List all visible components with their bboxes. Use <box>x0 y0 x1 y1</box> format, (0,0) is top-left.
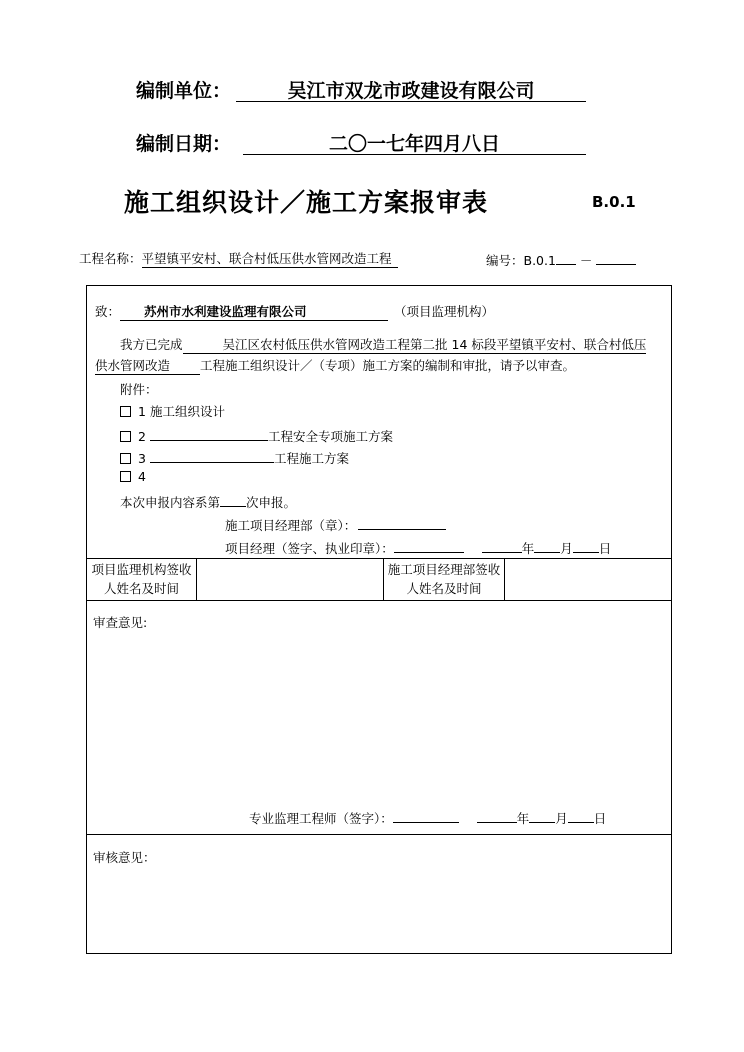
attachment-4: 4 <box>120 469 146 484</box>
form-code: B.0.1 <box>592 193 636 211</box>
completed-line2 <box>95 356 575 375</box>
manager-row: 项目经理（签字、执业印章）： 年 月 日 <box>225 537 611 557</box>
submission-prefix: 本次申报内容系第 <box>120 495 221 510</box>
submission-row <box>120 491 296 511</box>
review-comment-area[interactable] <box>90 632 668 802</box>
project-name-row <box>79 249 398 268</box>
unit-value: 吴江市双龙市政建设有限公司 <box>236 76 586 102</box>
contractor-receipt-field[interactable] <box>505 559 670 600</box>
form-table <box>86 285 672 954</box>
dept-label: 施工项目经理部（章）： <box>225 518 357 533</box>
completed-prefix: 我方已完成 <box>120 337 183 352</box>
checkbox-1[interactable] <box>120 406 131 417</box>
review-label: 审查意见: <box>93 615 148 630</box>
to-value: 苏州市水利建设监理有限公司 <box>120 302 388 321</box>
attachments-label: 附件： <box>120 382 158 397</box>
project-number-dash: － <box>579 253 593 268</box>
project-name-label: 工程名称： <box>79 251 142 266</box>
date-value: 二〇一七年四月八日 <box>243 129 586 155</box>
attachment-3: 3 工程施工方案 <box>120 447 349 467</box>
to-row <box>95 302 494 321</box>
contractor-receipt-label: 施工项目经理部签收 人姓名及时间 <box>387 562 501 596</box>
completed-value-line1: 吴江区农村低压供水管网改造工程第二批 14 标段平望镇平安村、联合村低压 <box>183 335 647 354</box>
submission-suffix: 次申报。 <box>246 495 297 510</box>
checkbox-3[interactable] <box>120 453 131 464</box>
engineer-row: 专业监理工程师（签字）： 年 月 日 <box>249 807 606 827</box>
project-number-label: 编号：B.0.1 <box>486 253 556 268</box>
dept-row <box>225 514 446 534</box>
manager-label: 项目经理（签字、执业印章）： <box>225 541 394 556</box>
completed-suffix: 工程施工组织设计／（专项）施工方案的编制和审批，请予以审查。 <box>200 358 576 373</box>
completed-line1 <box>120 335 646 354</box>
audit-label: 审核意见： <box>93 850 156 865</box>
project-name-value: 平望镇平安村、联合村低压供水管网改造工程 <box>142 249 398 268</box>
completed-value-line2: 供水管网改造 <box>95 356 200 375</box>
project-number <box>486 249 636 269</box>
supervisor-receipt-field[interactable] <box>197 559 383 600</box>
engineer-label: 专业监理工程师（签字）： <box>249 811 393 826</box>
to-suffix: （项目监理机构） <box>394 304 495 319</box>
attachment-1: 1 施工组织设计 <box>120 402 225 420</box>
attachment-2: 2 工程安全专项施工方案 <box>120 425 393 445</box>
supervisor-receipt-label: 项目监理机构签收 人姓名及时间 <box>91 562 192 596</box>
audit-comment-area[interactable] <box>90 868 668 948</box>
to-label: 致： <box>95 304 121 319</box>
checkbox-4[interactable] <box>120 471 131 482</box>
unit-label: 编制单位： <box>136 80 232 102</box>
date-label: 编制日期： <box>136 133 232 155</box>
page-title: 施工组织设计／施工方案报审表 <box>124 188 489 217</box>
checkbox-2[interactable] <box>120 431 131 442</box>
